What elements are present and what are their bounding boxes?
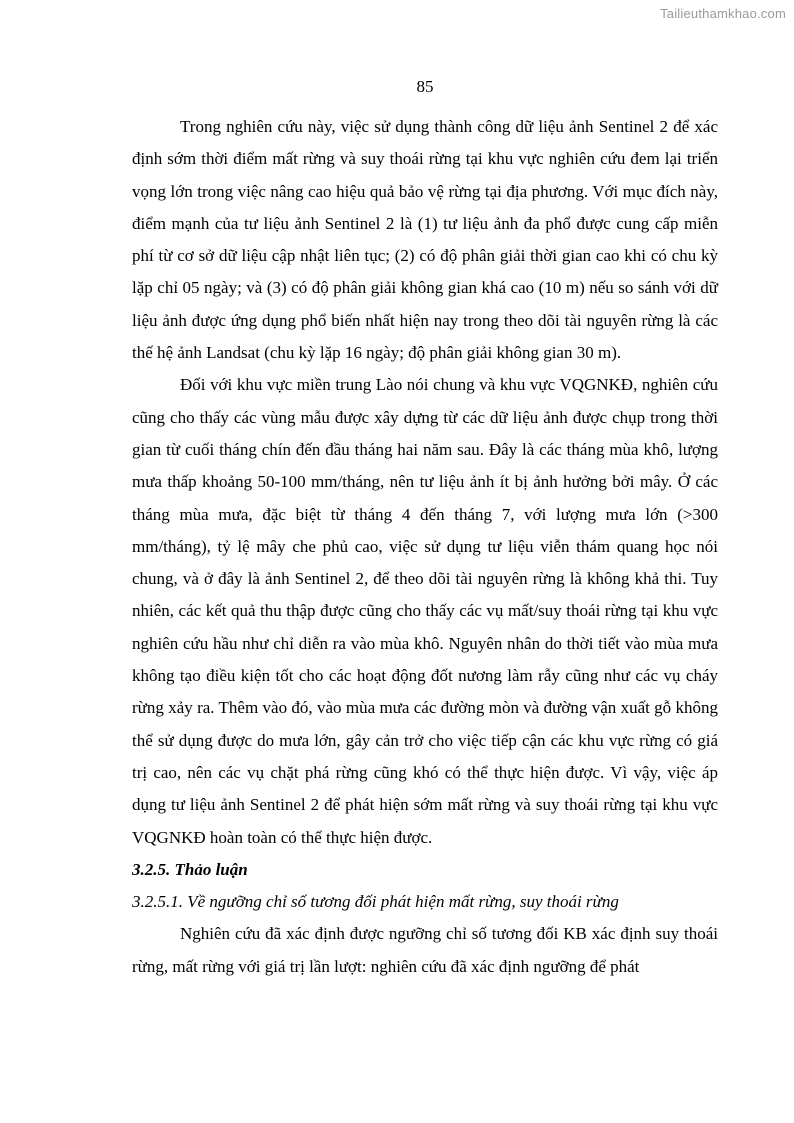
paragraph-sentinel-advantages: Trong nghiên cứu này, việc sử dụng thành công dữ liệu ảnh Sentinel 2 để xác định sớm thời điểm mất rừng và suy thoái rừng tại khu vực nghiên cứu đem lại triển vọng lớn trong việc nâng cao hiệu quả bảo vệ rừng tại địa phương. Với mục đích này, điểm mạnh của tư liệu ảnh Sentinel 2 là (1) tư liệu ảnh đa phổ được cung cấp miễn phí từ cơ sở dữ liệu cập nhật liên tục; (2) có độ phân giải thời gian cao khi có chu kỳ lặp chỉ 05 ngày; và (3) có độ phân giải không gian khá cao (10 m) nếu so sánh với dữ liệu ảnh được ứng dụng phổ biến nhất hiện nay trong theo dõi tài nguyên rừng là các thế hệ ảnh Landsat (chu kỳ lặp 16 ngày; độ phân giải không gian 30 m). (132, 117, 718, 363)
watermark: Tailieuthamkhao.com (660, 6, 786, 21)
page-number: 85 (416, 77, 434, 96)
document-body (132, 111, 718, 983)
subsection-heading: 3.2.5.1. Về ngưỡng chỉ số tương đối phát hiện mất rừng, suy thoái rừng (132, 892, 619, 912)
section-heading: 3.2.5. Thảo luận (132, 859, 248, 879)
paragraph-central-laos-season: Đối với khu vực miền trung Lào nói chung và khu vực VQGNKĐ, nghiên cứu cũng cho thấy các vùng mẫu được xây dựng từ các dữ liệu ảnh được chụp trong thời gian từ cuối tháng chín đến đầu tháng hai năm sau. Đây là các tháng mùa khô, lượng mưa thấp khoảng 50-100 mm/tháng, nên tư liệu ảnh ít bị ảnh hưởng bởi mây. Ở các tháng mùa mưa, đặc biệt từ tháng 4 đến tháng 7, với lượng mưa lớn (>300 mm/tháng), tỷ lệ mây che phủ cao, việc sử dụng tư liệu viễn thám quang học nói chung, và ở đây là ảnh Sentinel 2, để theo dõi tài nguyên rừng là không khả thi. Tuy nhiên, các kết quả thu thập được cũng cho thấy các vụ mất/suy thoái rừng tại khu vực nghiên cứu hầu như chỉ diễn ra vào mùa khô. Nguyên nhân do thời tiết vào mùa mưa không tạo điều kiện tốt cho các hoạt động đốt nương làm rẫy cũng như các vụ cháy rừng xảy ra. Thêm vào đó, vào mùa mưa các đường mòn và đường vận xuất gỗ không thể sử dụng được do mưa lớn, gây cản trở cho việc tiếp cận các khu vực rừng có giá trị cao, nên các vụ chặt phá rừng cũng khó có thể thực hiện được. Vì vậy, việc áp dụng tư liệu ảnh Sentinel 2 để phát hiện sớm mất rừng và suy thoái rừng tại khu vực VQGNKĐ hoàn toàn có thể thực hiện được. (132, 375, 718, 847)
paragraph-threshold-findings: Nghiên cứu đã xác định được ngưỡng chỉ số tương đối KB xác định suy thoái rừng, mất rừng với giá trị lần lượt: nghiên cứu đã xác định ngưỡng để phát (132, 924, 718, 976)
